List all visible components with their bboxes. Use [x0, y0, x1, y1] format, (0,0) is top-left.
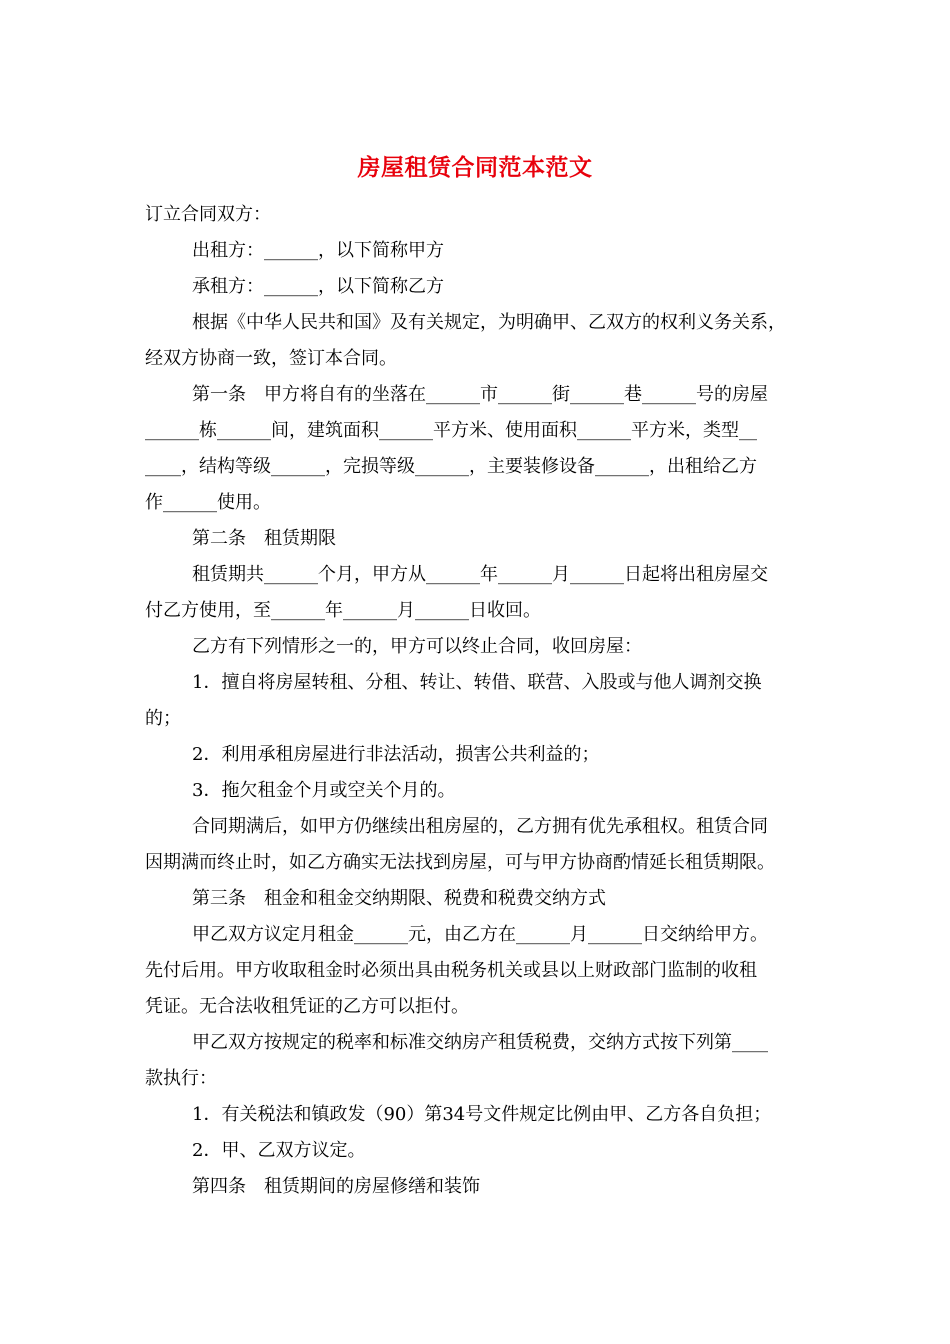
paragraph-lease-term [145, 557, 815, 629]
text-line: 经双方协商一致，签订本合同。 [145, 348, 397, 369]
text-line: 第三条 租金和租金交纳期限、税费和税费交纳方式 [192, 888, 606, 909]
paragraph-article-4-heading [145, 1169, 815, 1205]
paragraph-tax-2 [145, 1133, 815, 1169]
text-line: 凭证。无合法收租凭证的乙方可以拒付。 [145, 996, 469, 1017]
text-line: 甲乙双方按规定的税率和标准交纳房产租赁税费，交纳方式按下列第____ [192, 1032, 768, 1053]
paragraph-preamble [145, 305, 815, 377]
paragraph-lessor [145, 233, 815, 269]
text-line: 付乙方使用，至______年______月______日收回。 [145, 600, 541, 621]
text-line: 因期满而终止时，如乙方确实无法找到房屋，可与甲方协商酌情延长租赁期限。 [145, 852, 775, 873]
text-line: 合同期满后，如甲方仍继续出租房屋的，乙方拥有优先承租权。租赁合同 [192, 816, 768, 837]
text-line: 租赁期共______个月，甲方从______年______月______日起将出租房屋交 [192, 564, 768, 585]
text-line: 第四条 租赁期间的房屋修缮和装饰 [192, 1176, 480, 1197]
text-line: 的； [145, 708, 181, 729]
document-title: 房屋租赁合同范本范文 [357, 154, 593, 181]
paragraph-lessee [145, 269, 815, 305]
text-line: 乙方有下列情形之一的，甲方可以终止合同，收回房屋： [192, 636, 642, 657]
paragraph-article-1 [145, 377, 815, 521]
document-body [145, 197, 815, 1205]
text-line: 出租方：______，以下简称甲方 [192, 240, 444, 261]
text-line: ____，结构等级______，完损等级______，主要装修设备______，出租给乙方 [145, 456, 757, 477]
paragraph-article-3-heading [145, 881, 815, 917]
paragraph-termination-intro [145, 629, 815, 665]
paragraph-termination-1 [145, 665, 815, 737]
paragraph-tax [145, 1025, 815, 1097]
text-line: 第二条 租赁期限 [192, 528, 336, 549]
paragraph-renewal [145, 809, 815, 881]
text-line: 根据《中华人民共和国》及有关规定，为明确甲、乙双方的权利义务关系， [192, 312, 786, 333]
paragraph-termination-2 [145, 737, 815, 773]
text-line: 款执行： [145, 1068, 217, 1089]
text-line: 订立合同双方： [145, 204, 271, 225]
text-line: 2．利用承租房屋进行非法活动，损害公共利益的； [192, 744, 600, 765]
text-line: 甲乙双方议定月租金______元，由乙方在______月______日交纳给甲方。 [192, 924, 768, 945]
paragraph-rent [145, 917, 815, 1025]
text-line: 承租方：______，以下简称乙方 [192, 276, 444, 297]
text-line: ______栋______间，建筑面积______平方米、使用面积______平方米，类型__ [145, 420, 757, 441]
text-line: 2．甲、乙双方议定。 [192, 1140, 366, 1161]
text-line: 1．擅自将房屋转租、分租、转让、转借、联营、入股或与他人调剂交换 [192, 672, 762, 693]
paragraph-tax-1 [145, 1097, 815, 1133]
text-line: 作______使用。 [145, 492, 271, 513]
text-line: 3．拖欠租金个月或空关个月的。 [192, 780, 456, 801]
text-line: 第一条 甲方将自有的坐落在______市______街______巷______号的房屋 [192, 384, 768, 405]
text-line: 1．有关税法和镇政发（90）第34号文件规定比例由甲、乙方各自负担； [192, 1104, 772, 1125]
text-line: 先付后用。甲方收取租金时必须出具由税务机关或县以上财政部门监制的收租 [145, 960, 757, 981]
paragraph-parties-heading [145, 197, 815, 233]
paragraph-article-2-heading [145, 521, 815, 557]
paragraph-termination-3 [145, 773, 815, 809]
